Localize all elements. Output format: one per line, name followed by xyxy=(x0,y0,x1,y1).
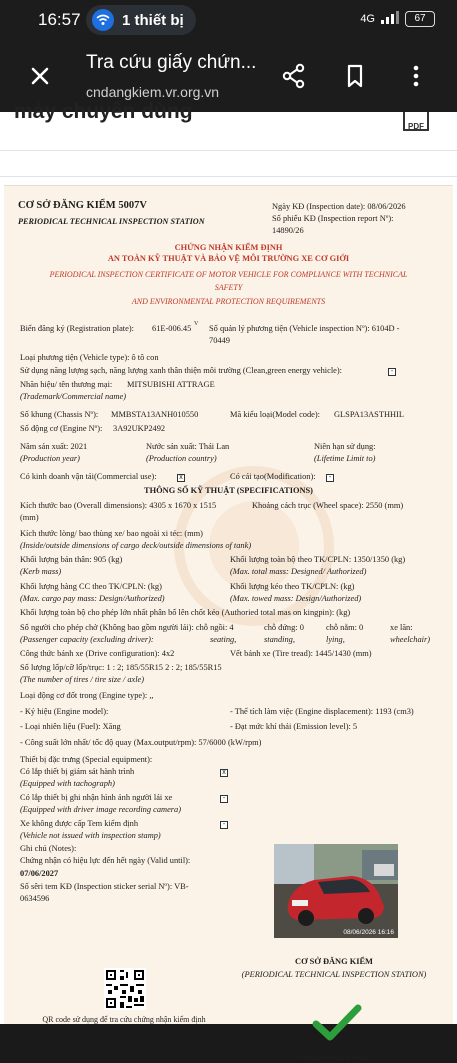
towed-mass-en: (Max. towed mass: Design/Authorized) xyxy=(230,594,362,603)
max-power: - Công suất lớn nhất/ tốc độ quay (Max.output/rpm): 57/6000 (kW/rpm) xyxy=(20,738,262,747)
divider xyxy=(0,176,457,177)
standing-en: standing, xyxy=(264,635,295,644)
sign-station-en: (PERIODICAL TECHNICAL INSPECTION STATION) xyxy=(241,970,427,979)
notes: Ghi chú (Notes): xyxy=(20,844,77,853)
svg-text:PDF: PDF xyxy=(408,122,424,131)
bookmark-icon[interactable] xyxy=(341,62,369,90)
commercial-use: Có kinh doanh vận tải(Commercial use): xyxy=(20,472,157,481)
no-stamp-en: (Vehicle not issued with inspection stamp) xyxy=(20,831,161,840)
total-mass: Khối lượng toàn bộ theo TK/CPLN: 1350/1350 (kg) xyxy=(230,555,406,564)
driver-camera-check: - xyxy=(220,795,228,803)
pdf-icon[interactable] xyxy=(402,112,430,134)
plate-sup: V xyxy=(194,321,199,327)
clean-energy-check: - xyxy=(388,368,396,376)
passenger-capacity: Số người cho phép chở (Không bao gồm người lái): chỗ ngồi: 4 xyxy=(20,623,234,632)
cargo-mass: Khối lượng hàng CC theo TK/CPLN: (kg) xyxy=(20,582,162,591)
vehicle-no-value: 70449 xyxy=(209,336,230,345)
engine-value: 3A92UKP2492 xyxy=(113,424,166,433)
tachograph: Có lắp thiết bị giám sát hành trình xyxy=(20,767,135,776)
special-equipment: Thiết bị đặc trưng (Special equipment): xyxy=(20,755,153,764)
cert-title-en-1: PERIODICAL INSPECTION CERTIFICATE OF MOTOR VEHICLE FOR COMPLIANCE WITH TECHNICAL xyxy=(49,270,408,279)
qr-caption-en: (QR code used for verification of the PTI certificate) xyxy=(39,1027,209,1036)
cargo-dimensions: Kích thước lòng/ bao thùng xe/ bao ngoài xi téc: (mm) xyxy=(20,529,203,538)
engine-model: - Ký hiệu (Engine model): xyxy=(20,707,109,716)
modification: Có cải tạo(Modification): xyxy=(230,472,316,481)
wifi-hotspot-icon xyxy=(92,9,114,31)
passenger-standing: chỗ đứng: 0 xyxy=(264,623,304,632)
divider xyxy=(0,150,457,151)
driver-camera-en: (Equipped with driver image recording camera) xyxy=(20,805,182,814)
emission-level: - Đạt mức khí thải (Emission level): 5 xyxy=(230,722,358,731)
drive-configuration: Công thức bánh xe (Drive configuration): 4x2 xyxy=(20,649,175,658)
web-content[interactable] xyxy=(0,100,457,1062)
no-stamp-check: - xyxy=(220,821,228,829)
towed-mass: Khối lượng kéo theo TK/CPLN: (kg) xyxy=(230,582,355,591)
vehicle-type: Loại phương tiện (Vehicle type): ô tô con xyxy=(20,353,159,362)
page-url: cndangkiem.vr.org.vn xyxy=(86,84,220,100)
kerb-mass: Khối lượng bản thân: 905 (kg) xyxy=(20,555,123,564)
engine-displacement: - Thể tích làm việc (Engine displacement): 1193 (cm3) xyxy=(230,707,414,716)
tires-en: (The number of tires / tire size / axle) xyxy=(20,675,145,684)
commercial-use-check: x xyxy=(177,474,185,482)
tire-tread: Vết bánh xe (Tire tread): 1445/1430 (mm) xyxy=(230,649,372,658)
section-heading: máy chuyên dùng xyxy=(14,100,193,123)
report-no-label: Số phiếu KĐ (Inspection report Nº): xyxy=(272,214,394,223)
driver-camera: Có lắp thiết bị ghi nhận hình ảnh người lái xe xyxy=(20,793,173,802)
lifetime-limit-en: (Lifetime Limit to) xyxy=(314,454,376,463)
passenger-lying: chỗ nằm: 0 xyxy=(326,623,364,632)
seating-en: seating, xyxy=(210,635,237,644)
qr-caption: QR code sử dụng để tra cứu chứng nhận kiểm định xyxy=(42,1015,206,1024)
status-bar xyxy=(0,0,457,40)
trademark-value: MITSUBISHI ATTRAGE xyxy=(127,380,215,389)
passenger-capacity-en: (Passenger capacity (excluding driver): xyxy=(20,635,154,644)
plate-value: 61E-006.45 xyxy=(152,324,192,333)
cert-title-vn-1: CHỨNG NHẬN KIỂM ĐỊNH xyxy=(174,243,283,252)
valid-until-value: 07/06/2027 xyxy=(20,869,59,878)
fuel: - Loại nhiên liệu (Fuel): Xăng xyxy=(20,722,121,731)
lifetime-limit: Niên hạn sử dụng: xyxy=(314,442,376,451)
qr-code-icon[interactable] xyxy=(104,968,146,1010)
production-year-en: (Production year) xyxy=(20,454,80,463)
trademark-label: Nhãn hiệu/ tên thương mại: xyxy=(20,380,113,389)
battery-icon: 67 xyxy=(405,11,435,27)
sticker-serial-value: 0634596 xyxy=(20,894,50,903)
total-mass-en: (Max. total mass: Designed/ Authorized) xyxy=(230,567,367,576)
engine-type: Loại động cơ đốt trong (Engine type): ,, xyxy=(20,691,154,700)
tires: Số lượng lốp/cỡ lốp/trục: 1 : 2; 185/55R15 2 : 2; 185/55R15 xyxy=(20,663,222,672)
photo-timestamp: 08/06/2026 16:16 xyxy=(343,929,394,936)
cargo-mass-en: (Max. cargo pay mass: Design/Authorized) xyxy=(20,594,165,603)
engine-label: Số động cơ (Engine Nº): xyxy=(20,424,103,433)
inspection-certificate xyxy=(4,185,453,1062)
wheelchair-en: wheelchair) xyxy=(390,635,431,644)
production-country-en: (Production country) xyxy=(146,454,217,463)
cert-title-en-2: SAFETY xyxy=(214,283,243,292)
model-label: Mã kiểu loại(Model code): xyxy=(230,410,321,419)
report-no-value: 14890/26 xyxy=(272,226,304,235)
pill-label: 1 thiết bị xyxy=(122,11,184,29)
network-type: 4G xyxy=(360,13,375,25)
chassis-label: Số khung (Chassis Nº): xyxy=(20,410,99,419)
station-name: CƠ SỞ ĐĂNG KIỂM 5007V xyxy=(18,200,147,211)
kerb-mass-en: (Kerb mass) xyxy=(20,567,62,576)
tachograph-check: x xyxy=(220,769,228,777)
more-vert-icon[interactable] xyxy=(402,62,430,90)
wheel-space: Khoảng cách trục (Wheel space): 2550 (mm) xyxy=(252,501,404,510)
production-country: Nước sản xuất: Thái Lan xyxy=(146,442,230,451)
trademark-en: (Trademark/Commercial name) xyxy=(20,392,126,401)
model-value: GLSPA13ASTHHIL xyxy=(334,410,404,419)
modification-check: - xyxy=(326,474,334,482)
status-icons xyxy=(360,11,435,27)
share-icon[interactable] xyxy=(280,62,308,90)
overall-dimensions: Kích thước bao (Overall dimensions): 4305 x 1670 x 1515 xyxy=(20,501,217,510)
cert-title-en-3: AND ENVIRONMENTAL PROTECTION REQUIREMENTS xyxy=(131,297,326,306)
clean-energy: Sử dụng năng lượng sạch, năng lượng xanh thân thiện môi trường (Clean,green energy vehicle): xyxy=(20,366,343,375)
check-mark-icon xyxy=(312,1004,362,1042)
kingpin-mass: Khối lượng toàn bộ cho phép lớn nhất phân bố lên chốt kéo (Authoried total mas on kingpin): (kg) xyxy=(20,608,351,617)
no-stamp: Xe không được cấp Tem kiểm định xyxy=(20,819,139,828)
plate-label: Biển đăng ký (Registration plate): xyxy=(20,324,134,333)
inspection-date: Ngày KĐ (Inspection date): 08/06/2026 xyxy=(272,202,406,211)
production-year: Năm sản xuất: 2021 xyxy=(20,442,88,451)
connected-devices-pill[interactable] xyxy=(86,5,196,35)
valid-until-label: Chứng nhận có hiệu lực đến hết ngày (Valid until): xyxy=(20,856,191,865)
status-time: 16:57 xyxy=(38,10,81,29)
sign-station: CƠ SỞ ĐĂNG KIỂM xyxy=(295,957,373,966)
station-name-en: PERIODICAL TECHNICAL INSPECTION STATION xyxy=(18,217,205,226)
vehicle-no-label: Số quản lý phương tiện (Vehicle inspection Nº): 6104D - xyxy=(209,324,400,333)
vehicle-photo[interactable] xyxy=(274,844,398,938)
chassis-value: MMBSTA13ANH010550 xyxy=(111,410,199,419)
cargo-dimensions-en: (Inside/outside dimensions of cargo deck/outside dimensions of tank) xyxy=(20,541,252,550)
passenger-wheelchair: xe lăn: xyxy=(390,623,413,632)
sticker-serial-label: Số sêri tem KĐ (Inspection sticker serial Nº): VB- xyxy=(20,882,189,891)
tachograph-en: (Equipped with tachograph) xyxy=(20,779,115,788)
overall-dimensions-unit: (mm) xyxy=(20,513,39,522)
close-icon[interactable] xyxy=(26,62,54,90)
specs-title: THÔNG SỐ KỸ THUẬT (SPECIFICATIONS) xyxy=(144,486,313,495)
signal-icon xyxy=(381,11,399,27)
lying-en: lying, xyxy=(326,635,345,644)
signer-name: Đặng Hoàng Phong xyxy=(299,1053,369,1062)
cert-title-vn-2: AN TOÀN KỸ THUẬT VÀ BẢO VỆ MÔI TRƯỜNG XE CƠ GIỚI xyxy=(107,254,350,263)
page-title: Tra cứu giấy chứn... xyxy=(86,52,257,73)
